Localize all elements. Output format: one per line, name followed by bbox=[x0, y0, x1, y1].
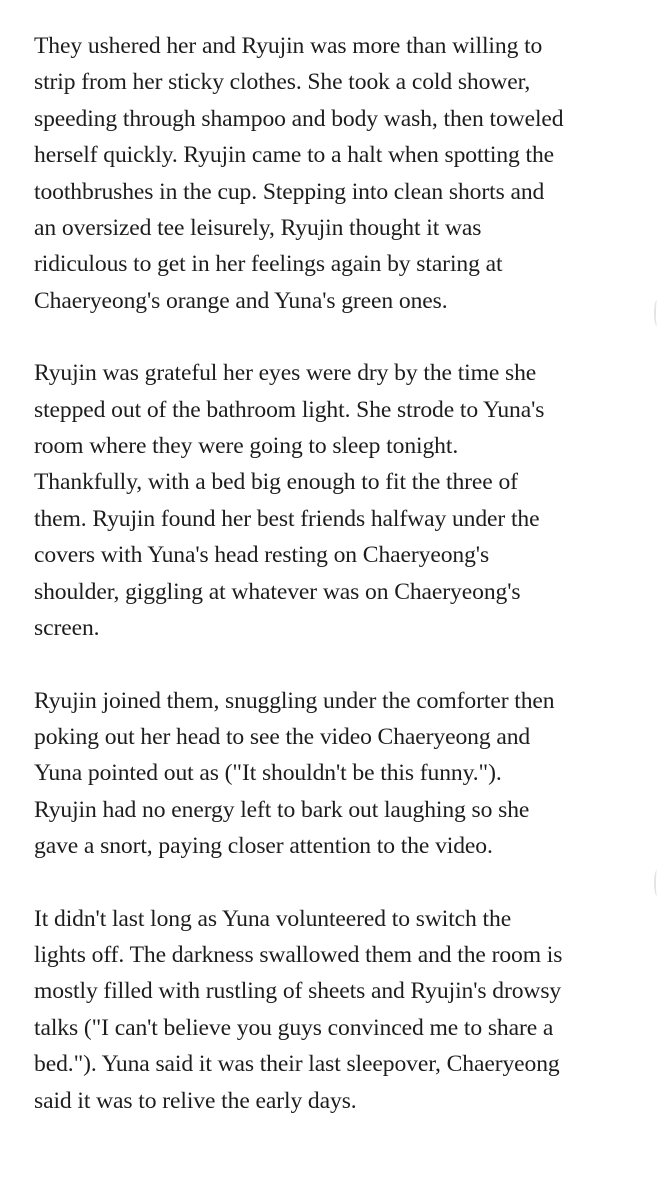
text-line: strip from her sticky clothes. She took a cold shower, bbox=[34, 69, 531, 96]
text-line: mostly filled with rustling of sheets and Ryujin's drowsy bbox=[34, 978, 562, 1005]
text-line: shoulder, giggling at whatever was on Chaeryeong's bbox=[34, 578, 521, 605]
text-line: They ushered her and Ryujin was more than willing to bbox=[34, 33, 543, 59]
paragraph-1 bbox=[34, 28, 626, 319]
text-line: bed."). Yuna said it was their last sleepover, Chaeryeong bbox=[34, 1051, 560, 1078]
paragraph-4 bbox=[34, 901, 626, 1119]
text-line: an oversized tee leisurely, Ryujin thought it was bbox=[34, 215, 482, 242]
paragraph-2 bbox=[34, 355, 626, 646]
text-line: ridiculous to get in her feelings again by staring at bbox=[34, 251, 503, 278]
text-line: said it was to relive the early days. bbox=[34, 1087, 357, 1114]
text-line: them. Ryujin found her best friends halfway under the bbox=[34, 505, 540, 532]
text-line: room where they were going to sleep tonight. bbox=[34, 433, 459, 460]
paragraph-3 bbox=[34, 683, 626, 865]
text-line: stepped out of the bathroom light. She strode to Yuna's bbox=[34, 396, 545, 423]
text-line: lights off. The darkness swallowed them and the room is bbox=[34, 941, 563, 968]
text-line: Ryujin was grateful her eyes were dry by the time she bbox=[34, 360, 537, 387]
text-line: herself quickly. Ryujin came to a halt when spotting the bbox=[34, 142, 555, 169]
text-line: speeding through shampoo and body wash, then toweled bbox=[34, 105, 564, 132]
text-line: talks ("I can't believe you guys convinced me to share a bbox=[34, 1014, 554, 1041]
text-line: toothbrushes in the cup. Stepping into clean shorts and bbox=[34, 178, 545, 205]
text-line: Chaeryeong's orange and Yuna's green ones. bbox=[34, 287, 448, 314]
text-line: Ryujin joined them, snuggling under the comforter then bbox=[34, 687, 555, 714]
text-line: Thankfully, with a bed big enough to fit the three of bbox=[34, 469, 518, 496]
text-line: covers with Yuna's head resting on Chaeryeong's bbox=[34, 542, 490, 569]
text-line: Yuna pointed out as ("It shouldn't be this funny."). bbox=[34, 760, 502, 787]
text-line: gave a snort, paying closer attention to the video. bbox=[34, 833, 493, 860]
edge-scroll-indicator bbox=[654, 870, 660, 896]
text-line: poking out her head to see the video Chaeryeong and bbox=[34, 723, 531, 750]
edge-scroll-indicator bbox=[654, 300, 660, 326]
text-line: screen. bbox=[34, 615, 100, 642]
text-line: Ryujin had no energy left to bark out laughing so she bbox=[34, 796, 530, 823]
text-line: It didn't last long as Yuna volunteered to switch the bbox=[34, 905, 512, 932]
